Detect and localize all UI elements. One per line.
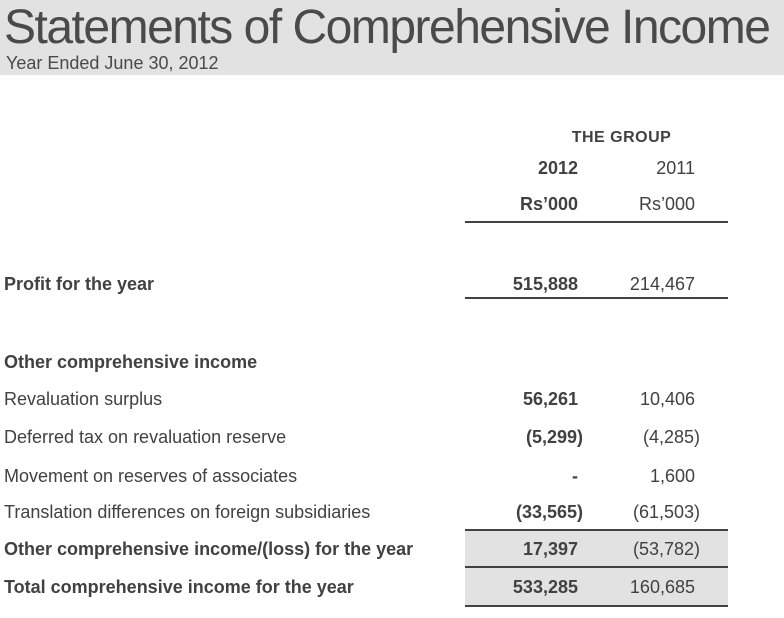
page-title: Statements of Comprehensive Income [4,1,770,54]
value-2011: 10,406 [639,389,695,409]
statement-row [4,539,700,559]
statement-row [4,274,700,294]
value-2011: 160,685 [629,577,695,597]
value-2011: (61,503) [632,502,700,522]
group-column-header: THE GROUP [571,129,672,146]
row-label: Total comprehensive income for the year [4,577,354,597]
statement-row [4,577,700,597]
row-label: Translation differences on foreign subsidiaries [4,502,371,522]
value-2012: 533,285 [512,577,578,597]
column-header-unit-2011: Rs’000 [638,194,695,214]
statement-row [4,389,700,409]
row-label: Movement on reserves of associates [4,466,298,486]
row-label: Revaluation surplus [4,389,163,409]
row-label: Deferred tax on revaluation reserve [4,427,287,447]
value-2011: 214,467 [629,274,695,294]
row-label: Other comprehensive income [4,352,258,372]
column-header-unit-2012: Rs’000 [519,194,578,214]
value-2011: 1,600 [649,466,695,486]
value-2012 [465,352,583,372]
value-2012: 17,397 [522,539,578,559]
section-header-row [4,352,700,372]
value-2011 [583,352,700,372]
column-header-year-2012: 2012 [537,158,578,178]
value-2012: (5,299) [525,427,583,447]
row-label: Other comprehensive income/(loss) for the year [4,539,414,559]
statement-row [4,466,700,486]
value-2012: 56,261 [522,389,578,409]
value-2012: - [572,466,578,486]
value-2012: 515,888 [512,274,578,294]
row-label: Profit for the year [4,274,155,294]
value-2012: (33,565) [515,502,583,522]
value-2011: (53,782) [632,539,700,559]
value-2011: (4,285) [642,427,700,447]
statement-row [4,502,700,522]
column-header-year-2011: 2011 [656,158,695,178]
statement-row [4,427,700,447]
page-subtitle: Year Ended June 30, 2012 [6,53,219,73]
